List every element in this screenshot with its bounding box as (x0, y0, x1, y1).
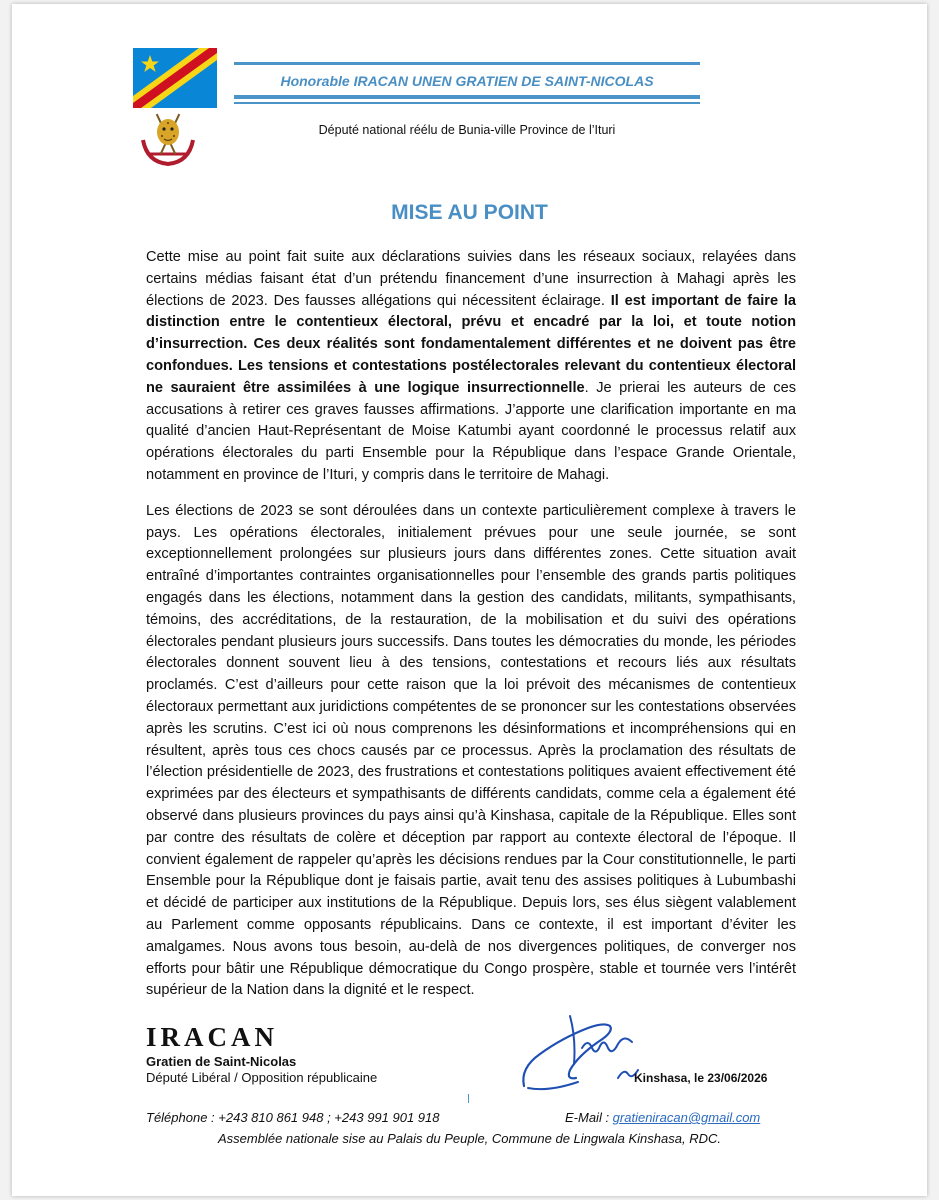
paragraph-1-bold: Il est important de faire la distinction entre le contentieux électoral, prévu et encadré par la loi, et toute notion d’insurrection. Ces deux réalités sont fondamentalement différentes et ne doivent pas être confondues. Les tensions et contestations postélectorales relevant du contentieux électoral ne sauraient être assimilées à une logique insurrectionnelle (146, 292, 796, 396)
banner-title: Honorable IRACAN UNEN GRATIEN DE SAINT-NICOLAS (280, 73, 654, 89)
header-rule-mid-thin (234, 102, 700, 104)
footer-address: Assemblée nationale sise au Palais du Peuple, Commune de Lingwala Kinshasa, RDC. (218, 1131, 721, 1146)
footer-email (565, 1110, 760, 1125)
footer-phone: Téléphone : +243 810 861 948 ; +243 991 901 918 (146, 1110, 440, 1125)
paragraph-1 (146, 247, 796, 487)
footer-separator-tick (468, 1094, 469, 1103)
header-rule-top (234, 62, 700, 65)
header-subtitle: Député national réélu de Bunia-ville Province de l’Ituri (318, 123, 616, 137)
footer-email-label: E-Mail : (565, 1110, 613, 1125)
paragraph-1-text-a: Cette mise au point fait suite aux déclarations suivies dans les réseaux sociaux, relayées dans certains médias faisant état d’un prétendu financement d’une insurrection à Mahagi après les élections de 2023. Des fausses allégations qui nécessitent éclairage. (146, 249, 796, 309)
coat-of-arms-icon (137, 110, 199, 168)
place-date: Kinshasa, le 23/06/2026 (634, 1071, 768, 1085)
document-body (146, 247, 796, 1016)
paragraph-2: Les élections de 2023 se sont déroulées dans un contexte particulièrement complexe à travers le pays. Les opérations électorales, initialement prévues pour une seule journée, se sont exceptionnellement prolongées sur plusieurs jours dans différentes zones. Cette situation avait entraîné d’importantes contraintes organisationnelles pour l’ensemble des grands partis politiques engagés dans les élections, notamment dans la gestion des candidats, militants, sympathisants, témoins, des accréditations, de la restauration, de la mobilisation et du suivi des opérations électorales pendant plusieurs jours successifs. Dans toutes les démocraties du monde, les périodes électorales donnent souvent lieu à des tensions, contestations et recours liés aux résultats proclamés. C’est d’ailleurs pour cette raison que la loi prévoit des mécanismes de contentieux électoraux permettant aux juridictions compétentes de se prononcer sur les contestations observées après les scrutins. C’est ici où nous comprenons les désinformations et incompréhensions qui en résultent, après tous ces chocs causés par ce processus. Après la proclamation des résultats de l’élection présidentielle de 2023, des frustrations et contestations politiques avaient effectivement été exprimées par des électeurs et sympathisants de différents candidats, comme cela a également été observé dans plusieurs provinces du pays ainsi qu’à Kinshasa, capitale de la République. Elles sont par contre des résultats de colère et déception par rapport au contexte électoral de l’époque. Il convient également de rappeler qu’après les décisions rendues par la Cour constitutionnelle, le parti Ensemble pour la République dont je faisais partie, avait tenu des assises politiques à Lubumbashi et décidé de participer aux institutions de la République. Depuis lors, ses élus siègent valablement au Parlement comme opposants républicains. Dans ce contexte, il est important d’éviter les amalgames. Nous avons tous besoin, au-delà de nos divergences politiques, de converger nos efforts pour bâtir une République démocratique du Congo prospère, stable et tournée vers l’intérêt supérieur de la Nation dans la dignité et le respect. (146, 502, 796, 999)
footer-email-link[interactable]: gratieniracan@gmail.com (612, 1110, 761, 1125)
signatory-name: IRACAN (146, 1022, 278, 1052)
header-rule-mid (234, 95, 700, 99)
drc-flag-icon (133, 48, 217, 108)
signatory-role: Député Libéral / Opposition républicaine (146, 1070, 378, 1085)
signatory-fullname: Gratien de Saint-Nicolas (146, 1054, 297, 1069)
document-heading: MISE AU POINT (391, 201, 548, 224)
paragraph-1-text-c: . Je prierai les auteurs de ces accusations à retirer ces graves fausses affirmations. J’apporte une clarification importante en ma qualité d’ancien Haut-Représentant de Moise Katumbi ayant coordonné le processus relatif aux opérations électorales du parti Ensemble pour la République dans l’espace Grande Orientale, notamment en province de l’Ituri, y compris dans le territoire de Mahagi. (146, 379, 796, 483)
signature-block (146, 1022, 377, 1085)
